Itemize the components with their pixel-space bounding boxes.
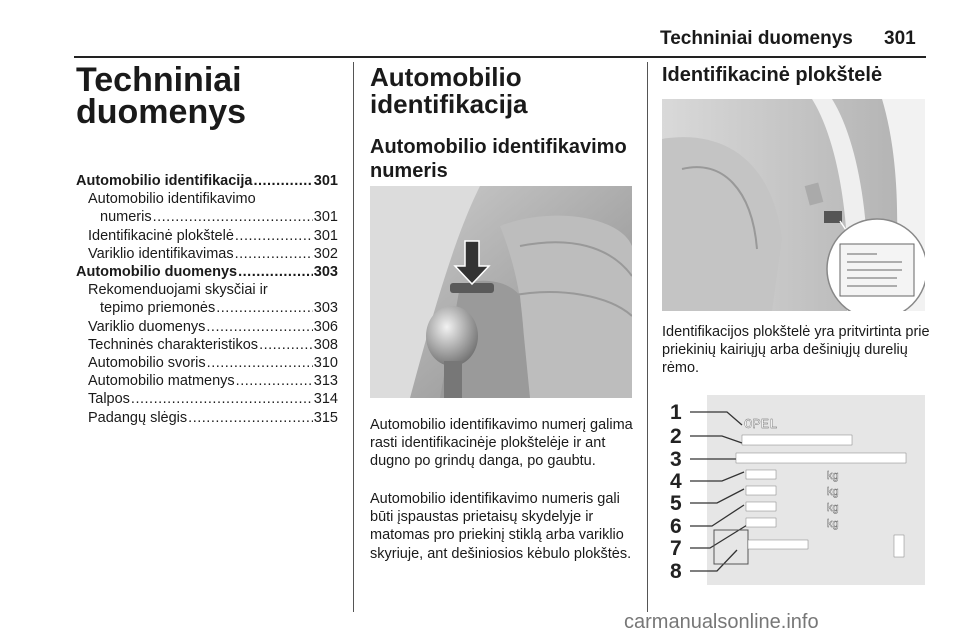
toc-page: 301	[313, 227, 338, 244]
plate-callout-7: 7	[670, 537, 682, 560]
id-plate-diagram	[662, 395, 925, 585]
plate-brand-text: OPEL	[744, 417, 778, 433]
toc-page: 308	[313, 336, 338, 353]
toc-section-link[interactable]	[76, 172, 338, 190]
plate-callout-4: 4	[670, 470, 682, 493]
gear-shifter-photo	[370, 186, 632, 398]
running-header-title: Techniniai duomenys	[660, 28, 853, 49]
toc-item-label: Identifikacinė plokštelė	[88, 227, 234, 244]
toc-item-link[interactable]	[76, 245, 338, 263]
toc-item-label: Techninės charakteristikos	[88, 336, 259, 353]
toc-section-label: Automobilio identifikacija	[76, 173, 253, 189]
toc-item-link[interactable]	[76, 190, 338, 226]
plate-weight-unit: kg	[827, 470, 839, 482]
toc-item-link[interactable]	[76, 354, 338, 372]
toc-page: 310	[313, 355, 338, 372]
toc-page: 313	[313, 373, 338, 390]
toc-page: 303	[313, 264, 338, 281]
toc-item-link[interactable]	[76, 281, 338, 317]
toc-page: 303	[313, 300, 338, 317]
column-divider	[647, 62, 648, 612]
toc-page: 302	[313, 245, 338, 262]
page-number: 301	[884, 28, 916, 49]
toc-item-label: Rekomenduojami skysčiai ir	[88, 282, 268, 299]
vin-stamp-paragraph: Automobilio identifikavimo numeris gali būti įspaustas prietaisų skydelyje ir matomas pro priekinį stiklą arba variklio skyriuje, ant dešiniosios kėbulo plokštės.	[370, 491, 632, 562]
plate-callout-5: 5	[670, 492, 682, 515]
toc-item-link[interactable]	[76, 409, 338, 427]
plate-callout-3: 3	[670, 448, 682, 471]
plate-callout-6: 6	[670, 515, 682, 538]
section-subtitle: Automobilio identifikavimo numeris	[370, 136, 627, 182]
section-title: Identifikacinė plokštelė	[662, 64, 883, 86]
toc-section-link[interactable]	[76, 263, 338, 281]
toc-item-link[interactable]	[76, 390, 338, 408]
plate-weight-unit: kg	[827, 486, 839, 498]
watermark: carmanualsonline.info	[624, 611, 819, 633]
toc-item-label: Automobilio identifikavimo	[88, 191, 256, 208]
toc-item-link[interactable]	[76, 227, 338, 245]
toc-item-label: Talpos	[88, 391, 130, 408]
toc-page: 306	[313, 318, 338, 335]
toc-item-label: Automobilio matmenys	[88, 373, 235, 390]
toc-item-label: numeris	[100, 209, 152, 226]
toc-item-label: Variklio identifikavimas	[88, 245, 234, 262]
toc-item-link[interactable]	[76, 372, 338, 390]
toc-page: 315	[313, 409, 338, 426]
plate-callout-1: 1	[670, 401, 682, 424]
toc-page: 314	[313, 391, 338, 408]
toc-item-label: Padangų slėgis	[88, 409, 188, 426]
plate-weight-unit: kg	[827, 502, 839, 514]
toc-page: 301	[313, 209, 338, 226]
section-title: Automobilio identifikacija	[370, 62, 528, 119]
header-divider	[74, 56, 926, 58]
toc-item-link[interactable]	[76, 336, 338, 354]
toc-section-label: Automobilio duomenys	[76, 264, 238, 281]
toc-item-label: Automobilio svoris	[88, 355, 206, 372]
column-divider	[353, 62, 354, 612]
plate-weight-unit: kg	[827, 518, 839, 530]
chapter-title: Techniniai duomenys	[76, 61, 247, 131]
door-pillar-photo	[662, 99, 925, 311]
plate-location-paragraph: Identifikacijos plokštelė yra pritvirtinta prie priekinių kairiųjų arba dešiniųjų durelių rėmo.	[662, 324, 930, 377]
plate-callout-8: 8	[670, 560, 682, 583]
vin-location-paragraph: Automobilio identifikavimo numerį galima rasti identifikacinėje plokštelėje ir ant dugno po grindų danga, po gaubtu.	[370, 417, 633, 470]
toc-item-label: Variklio duomenys	[88, 318, 206, 335]
toc-page: 301	[313, 173, 338, 189]
toc-item-link[interactable]	[76, 318, 338, 336]
plate-callout-2: 2	[670, 425, 682, 448]
toc-item-label: tepimo priemonės	[100, 300, 216, 317]
table-of-contents	[76, 172, 338, 427]
